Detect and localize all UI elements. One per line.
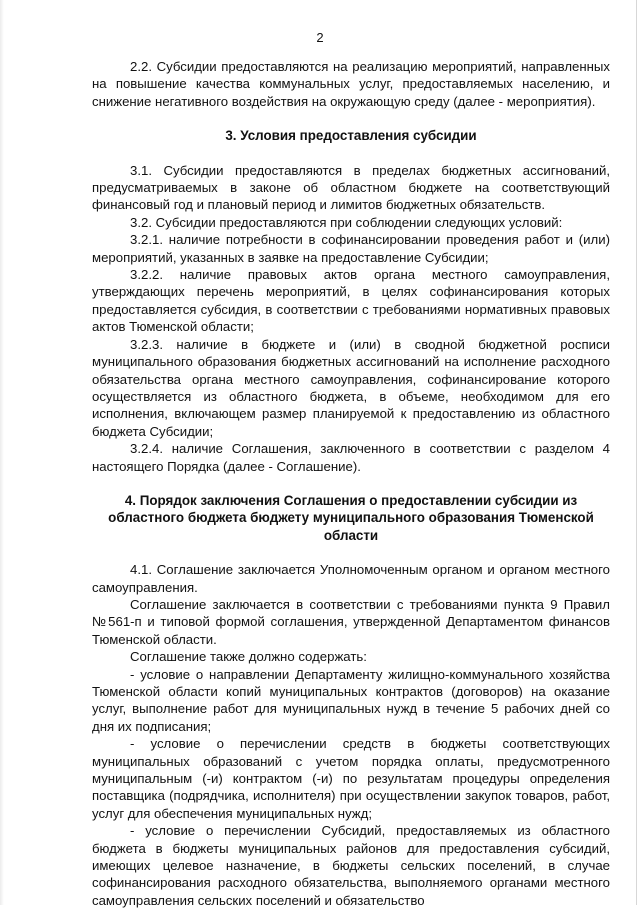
section-4-heading: 4. Порядок заключения Соглашения о предоставлении субсидии из областного бюджета бюджету муниципального образования Тюменской области xyxy=(108,492,594,543)
list-item-copies: - условие о направлении Департаменту жилищно-коммунального хозяйства Тюменской области копий муниципальных контрактов (договоров) на оказание услуг, выполнение работ для муниципальных нужд в течение 5 рабочих дней со дня их подписания; xyxy=(92,666,610,734)
paragraph-3-1: 3.1. Субсидии предоставляются в пределах бюджетных ассигнований, предусматриваемых в законе об областном бюджете на соответствующий финансовый год и плановый период и лимитов бюджетных обязательств. xyxy=(92,162,610,213)
list-item-transfer: - условие о перечислении средств в бюджеты соответствующих муниципальных образований с учетом порядка оплаты, предусмотренного муниципальным (-и) контрактом (-и) по результатам процедуры определения поставщика (подрядчика, исполнителя) при осуществлении закупок товаров, работ, услуг для обеспечения муниципальных нужд; xyxy=(92,736,610,821)
list-item-subsidies: - условие о перечислении Субсидий, предоставляемых из областного бюджета в бюджеты муниципальных районов для предоставления субсидий, имеющих целевое назначение, в бюджеты сельских поселений, в случае софинансирования расходного обязательства, выполняемого органами местного самоуправления сельских поселений и обязательство xyxy=(92,823,610,908)
paragraph-3-2-1: 3.2.1. наличие потребности в софинансировании проведения работ и (или) мероприятий, указанных в заявке на предоставление Субсидии; xyxy=(92,232,610,265)
paragraph-4-1-b: Соглашение заключается в соответствии с требованиями пункта 9 Правил №561-п и типовой формой соглашения, утвержденной Департаментом финансов Тюменской области. xyxy=(92,596,610,647)
paragraph-4-1: 4.1. Соглашение заключается Уполномоченным органом и органом местного самоуправления. xyxy=(92,562,610,595)
scan-left-edge xyxy=(0,0,4,905)
paragraph-2-2: 2.2. Субсидии предоставляются на реализацию мероприятий, направленных на повышение качества коммунальных услуг, предоставляемых населению, и снижение негативного воздействия на окружающую среду (далее - мероприятия). xyxy=(92,59,610,109)
section-3-heading: 3. Условия предоставления субсидии xyxy=(225,128,477,144)
paragraph-4-1-c: Соглашение также должно содержать: xyxy=(130,649,367,665)
paragraph-3-2: 3.2. Субсидии предоставляются при соблюдении следующих условий: xyxy=(130,214,563,230)
paragraph-3-2-4: 3.2.4. наличие Соглашения, заключенного в соответствии с разделом 4 настоящего Порядка (далее - Соглашение). xyxy=(92,441,610,474)
document-body xyxy=(92,58,610,909)
scan-right-edge xyxy=(636,0,637,905)
page-number: 2 xyxy=(316,30,324,45)
paragraph-3-2-3: 3.2.3. наличие в бюджете и (или) в сводной бюджетной росписи муниципального образования бюджетных ассигнований на исполнение расходного обязательства органа местного самоуправления, софинансирование которого осуществляется из областного бюджета, в объеме, необходимом для его исполнения, включающем размер планируемой к предоставлению из областного бюджета Субсидии; xyxy=(92,336,610,439)
paragraph-3-2-2: 3.2.2. наличие правовых актов органа местного самоуправления, утверждающих перечень мероприятий, в целях софинансирования которых предоставляется субсидия, в соответствии с требованиями нормативных правовых актов Тюменской области; xyxy=(92,267,610,335)
